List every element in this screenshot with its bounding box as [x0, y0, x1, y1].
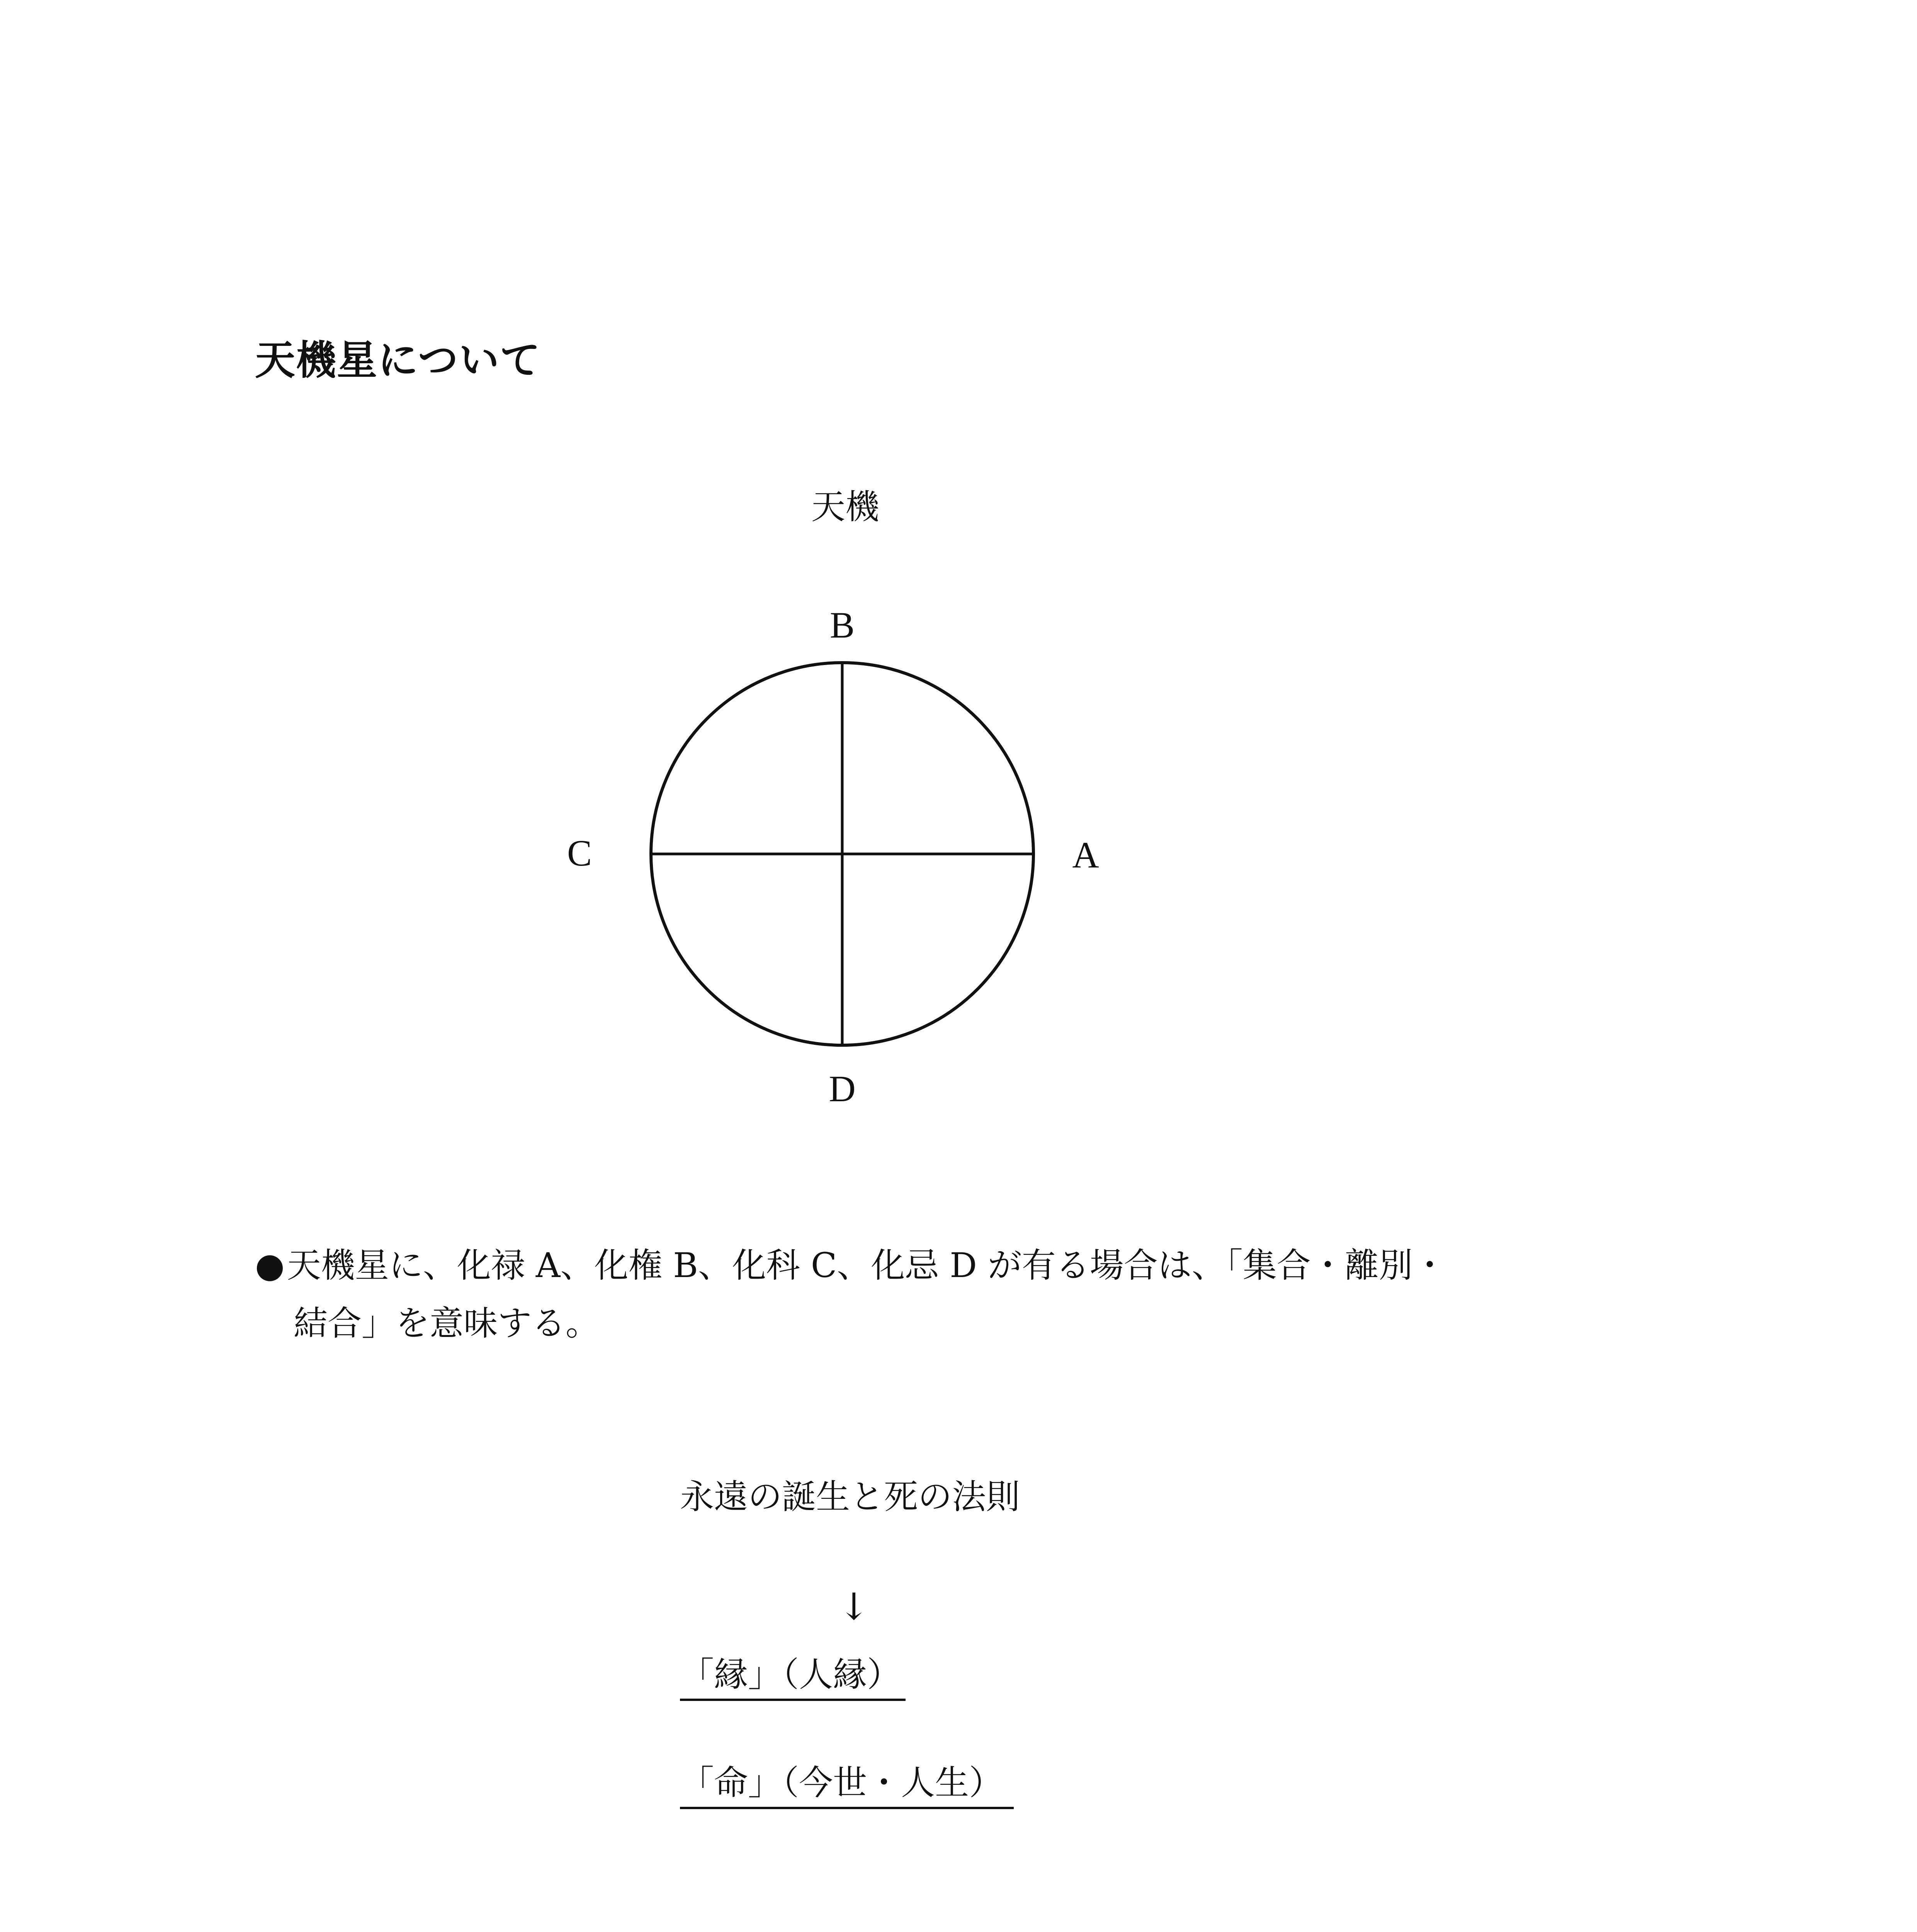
- label-a: A: [1072, 834, 1099, 876]
- label-b: B: [829, 604, 855, 646]
- label-d: D: [829, 1068, 856, 1109]
- page-title: 天機星について: [255, 337, 541, 384]
- cross-circle-diagram: [533, 595, 1151, 1145]
- law-heading: 永遠の誕生と死の法則: [680, 1477, 1020, 1517]
- paragraph-line-2: 結合」を意味する。: [294, 1303, 600, 1343]
- bullet-icon: ●: [255, 1245, 285, 1285]
- inochi-underlined-line: 「命」（今世・人生）: [680, 1766, 1014, 1809]
- paragraph-tenki-meaning: [255, 1236, 1646, 1294]
- paragraph-line-1: 天機星に、化禄 A、化権 B、化科 C、化忌 D が有る場合は、「集合・離別・: [287, 1245, 1447, 1285]
- diagram-title: 天機: [811, 487, 880, 527]
- en-underlined-line: 「縁」（人縁）: [680, 1658, 906, 1701]
- label-c: C: [567, 832, 592, 874]
- down-arrow-icon: ↓: [838, 1585, 870, 1628]
